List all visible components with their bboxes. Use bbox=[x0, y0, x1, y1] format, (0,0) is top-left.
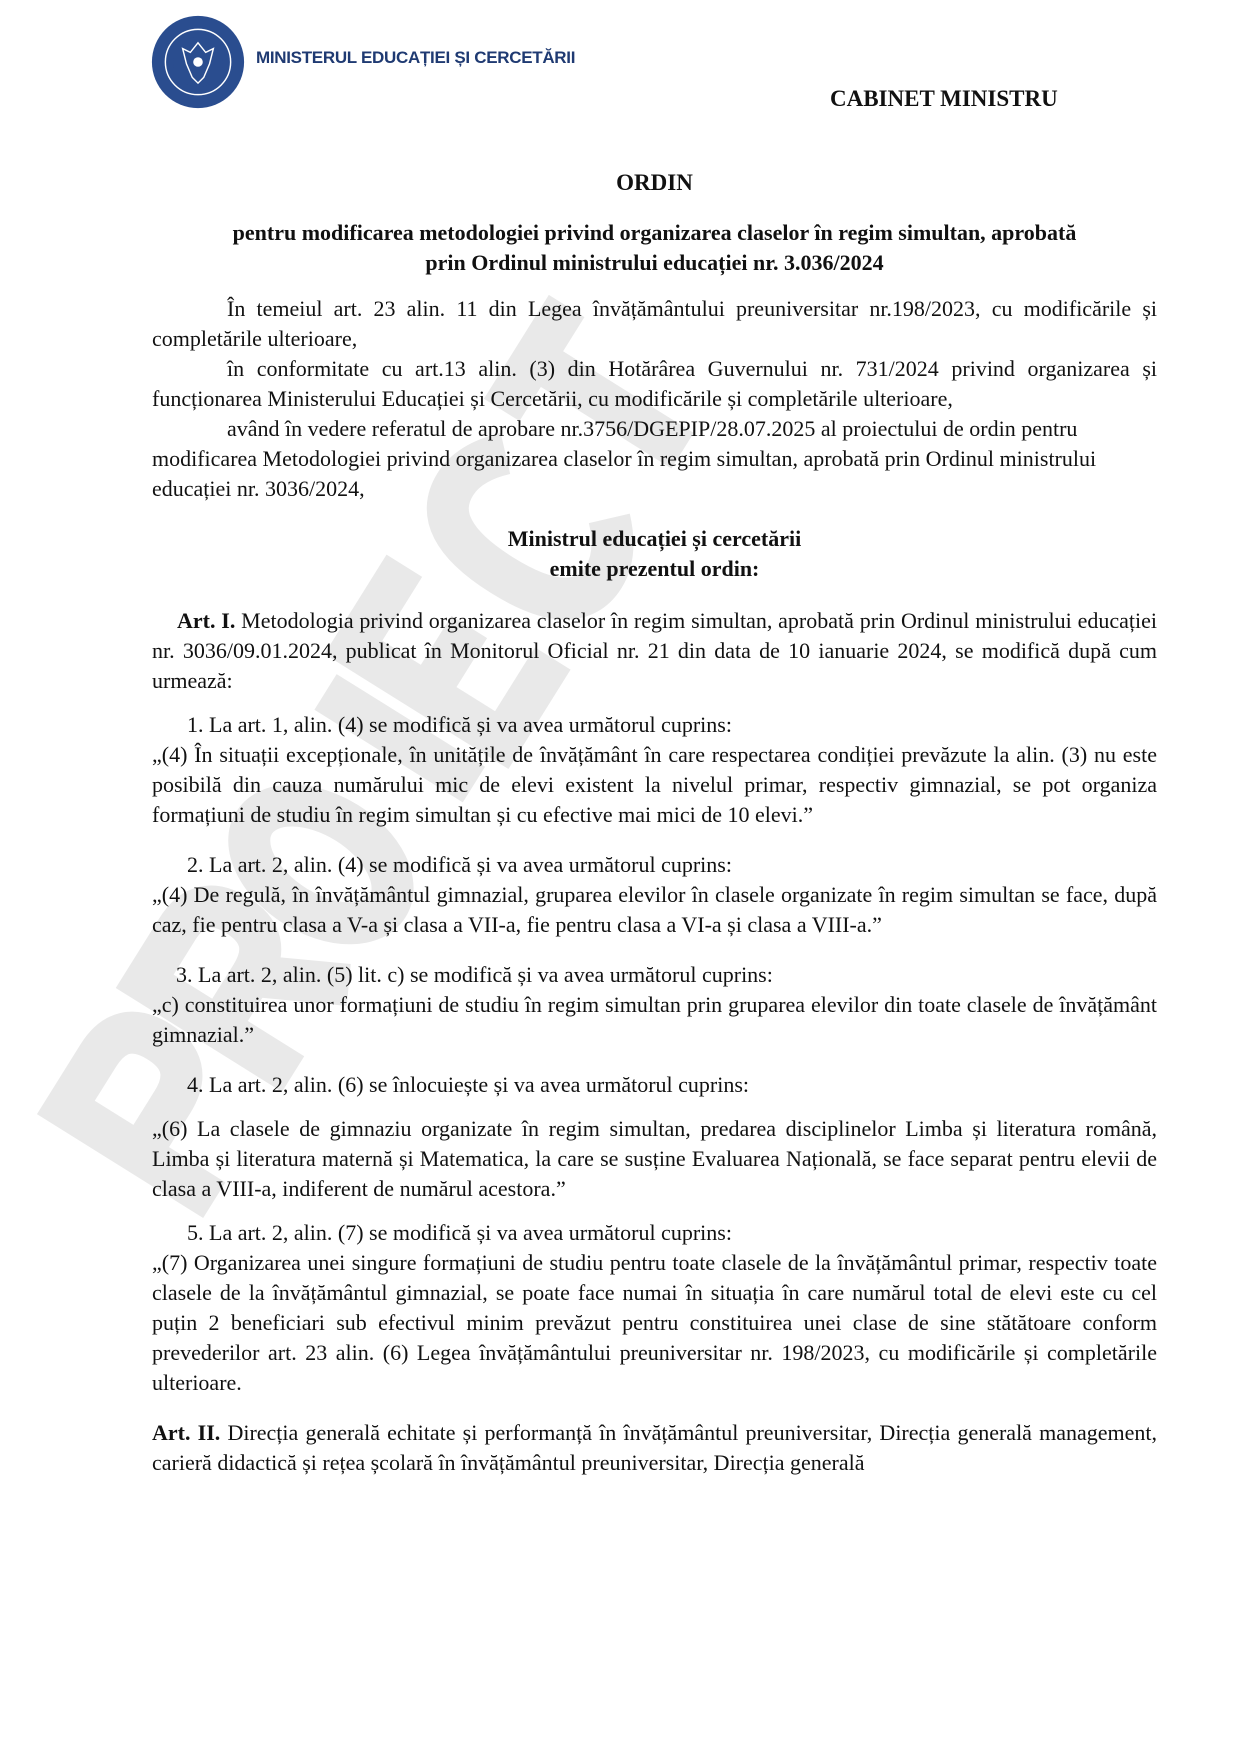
item-5 bbox=[152, 1218, 1157, 1398]
item-heading: 3. La art. 2, alin. (5) lit. c) se modifică și va avea următorul cuprins: bbox=[176, 962, 773, 987]
item-body: „(6) La clasele de gimnaziu organizate în regim simultan, predarea disciplinelor Limba și literatura română, Limba și literatura maternă și Matematica, la care se susține Evaluarea Națională, se face separat pentru elevii de clasa a VIII-a, indiferent de numărul acestora.” bbox=[152, 1116, 1157, 1201]
ministry-name: MINISTERUL EDUCAȚIEI ȘI CERCETĂRII bbox=[256, 48, 576, 67]
item-3 bbox=[152, 960, 1157, 1050]
item-body: „(4) În situații excepționale, în unitățile de învățământ în care respectarea condiției prevăzute la alin. (3) nu este posibilă din cauza numărului mic de elevi existent la nivelul primar, respectiv gimnazial, se pot organiza formațiuni de studiu în regim simultan și cu efective mai mici de 10 elevi.” bbox=[152, 742, 1157, 827]
cabinet-label: CABINET MINISTRU bbox=[830, 86, 1058, 111]
article-text: Direcția generală echitate și performanță în învățământul preuniversitar, Direcția generală management, carieră didactică și rețea școlară în învățământul preuniversitar, Direcția generală bbox=[152, 1420, 1158, 1475]
subtitle-line: pentru modificarea metodologiei privind organizarea claselor în regim simultan, aprobată bbox=[232, 220, 1077, 245]
document-subtitle bbox=[152, 218, 1157, 278]
item-1 bbox=[152, 710, 1157, 830]
article-label: Art. II. bbox=[152, 1420, 221, 1445]
issuer-line: Ministrul educației și cercetării bbox=[507, 526, 802, 551]
item-body: „(7) Organizarea unei singure formațiuni de studiu pentru toate clasele de la învățământul primar, respectiv toate clasele de la învățământul gimnazial, se poate face numai în situația în care numărul total de elevi este cu cel puțin 2 beneficiari sub efectivul minim prevăzut pentru constituirea unei clase de sine stătătoare conform prevederilor art. 23 alin. (6) Legea învățământului preuniversitar nr. 198/2023, cu modificările și completările ulterioare. bbox=[152, 1250, 1157, 1395]
subtitle-line: prin Ordinul ministrului educației nr. 3.036/2024 bbox=[425, 250, 884, 275]
preamble-2: în conformitate cu art.13 alin. (3) din Hotărârea Guvernului nr. 731/2024 privind organizarea și funcționarea Ministerului Educației și Cercetării, cu modificările și completările ulterioare, bbox=[152, 356, 1157, 411]
item-4 bbox=[152, 1070, 1157, 1204]
document-title: ORDIN bbox=[616, 170, 693, 195]
item-body: „(4) De regulă, în învățământul gimnazial, gruparea elevilor în clasele organizate în regim simultan se face, după caz, fie pentru clasa a V-a și clasa a VII-a, fie pentru clasa a VI-a și clasa a VIII-a.” bbox=[152, 882, 1157, 937]
issuer-line: emite prezentul ordin: bbox=[549, 556, 760, 581]
article-1 bbox=[152, 606, 1157, 696]
article-label: Art. I. bbox=[177, 608, 236, 633]
item-heading: 5. La art. 2, alin. (7) se modifică și va avea următorul cuprins: bbox=[187, 1220, 732, 1245]
article-2 bbox=[152, 1418, 1157, 1518]
article-text: Metodologia privind organizarea claselor în regim simultan, aprobată prin Ordinul ministrului educației nr. 3036/09.01.2024, publicat în Monitorul Oficial nr. 21 din data de 10 ianuarie 2024, se modifică după cum urmează: bbox=[152, 608, 1157, 693]
issuer bbox=[152, 524, 1157, 584]
preamble-1: În temeiul art. 23 alin. 11 din Legea învățământului preuniversitar nr.198/2023, cu modificările și completările ulterioare, bbox=[152, 296, 1157, 351]
item-heading: 1. La art. 1, alin. (4) se modifică și va avea următorul cuprins: bbox=[187, 712, 732, 737]
item-heading: 4. La art. 2, alin. (6) se înlocuiește și va avea următorul cuprins: bbox=[187, 1072, 750, 1097]
item-2 bbox=[152, 850, 1157, 940]
item-body: „c) constituirea unor formațiuni de studiu în regim simultan prin gruparea elevilor din toate clasele de învățământ gimnazial.” bbox=[152, 992, 1157, 1047]
preamble-3: având în vedere referatul de aprobare nr.3756/DGEPIP/28.07.2025 al proiectului de ordin pentru modificarea Metodologiei privind organizarea claselor în regim simultan, aprobată prin Ordinul ministrului educației nr. 3036/2024, bbox=[152, 416, 1097, 501]
document-body bbox=[152, 0, 1157, 1518]
item-heading: 2. La art. 2, alin. (4) se modifică și va avea următorul cuprins: bbox=[187, 852, 732, 877]
